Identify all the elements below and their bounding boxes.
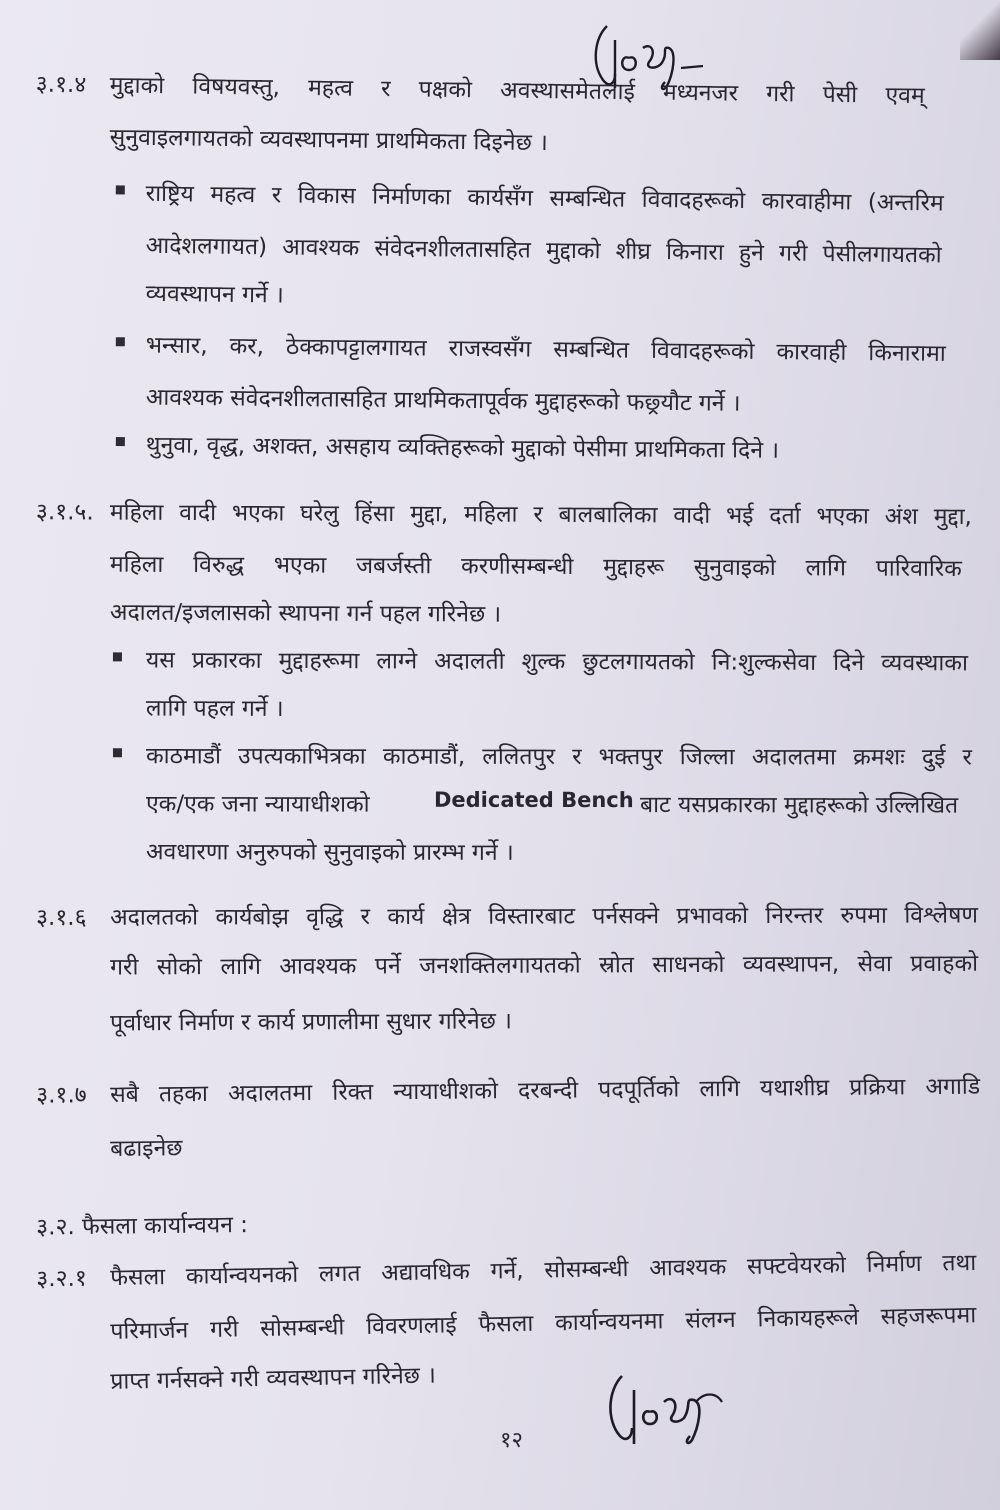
paragraph-line: मुद्दाको विषयवस्तु, महत्व र पक्षको अवस्थासमेतलाई मध्यनजर गरी पेसी एवम् <box>109 72 925 110</box>
bullet-line: आदेशलगायत) आवश्यक संवेदनशीलतासहित मुद्दाको शीघ्र किनारा हुने गरी पेसीलगायतको <box>145 232 942 269</box>
bottom-signature <box>600 1362 740 1452</box>
page-number: १२ <box>500 1428 523 1453</box>
paragraph-line: अदालत/इजलासको स्थापना गर्न पहल गरिनेछ । <box>109 599 502 628</box>
paragraph-line: फैसला कार्यान्वयनको लगत अद्यावधिक गर्ने, सोसम्बन्धी आवश्यक सफ्टवेयरको निर्माण तथा <box>110 1249 977 1292</box>
bullet-line: आवश्यक संवेदनशीलतासहित प्राथमिकतापूर्वक मुद्दाहरूको फछ्र्यौट गर्ने । <box>145 384 741 417</box>
bullet-line: काठमाडौं उपत्यकाभित्रका काठमाडौं, ललितपुर र भक्तपुर जिल्ला अदालतमा क्रमशः दुई र <box>145 743 972 771</box>
bullet-line: राष्ट्रिय महत्व र विकास निर्माणका कार्यसँग सम्बन्धित विवादहरूको कारवाहीमा (अन्तरिम <box>145 180 944 217</box>
bullet-icon <box>116 185 125 194</box>
paragraph-line: महिला वादी भएका घरेलु हिंसा मुद्दा, महिला र बालबालिका वादी भई दर्ता भएका अंश मुद्दा, <box>109 499 972 531</box>
section-number: ३.१.६ <box>36 904 87 931</box>
bullet-line: एक/एक जना न्यायाधीशको <box>145 791 370 818</box>
section-heading: ३.२. फैसला कार्यान्वयन : <box>36 1211 249 1241</box>
paragraph-line: परिमार्जन गरी सोसम्बन्धी विवरणलाई फैसला कार्यान्वयनमा संलग्न निकायहरूले सहजरूपमा <box>110 1302 977 1345</box>
paragraph-line: महिला विरुद्ध भएका जबर्जस्ती करणीसम्बन्धी मुद्दाहरू सुनुवाइको लागि पारिवारिक <box>109 551 962 583</box>
bullet-line: लागि पहल गर्ने । <box>145 695 284 722</box>
section-number: ३.२.१ <box>36 1265 88 1293</box>
bullet-line: अवधारणा अनुरुपको सुनुवाइको प्रारम्भ गर्ने । <box>145 839 514 866</box>
paragraph-line: पूर्वाधार निर्माण र कार्य प्रणालीमा सुधार गरिनेछ । <box>110 1008 512 1037</box>
page-edge-shadow <box>960 0 1000 60</box>
section-number: ३.१.७ <box>36 1082 87 1109</box>
paragraph-line: गरी सोको लागि आवश्यक पर्ने जनशक्तिलगायतको स्रोत साधनको व्यवस्थापन, सेवा प्रवाहको <box>110 950 979 981</box>
bullet-line: यस प्रकारका मुद्दाहरूमा लाग्ने अदालती शुल्क छुटलगायतको नि:शुल्कसेवा दिने व्यवस्थाका <box>145 647 968 677</box>
bullet-line: भन्सार, कर, ठेक्कापट्टालगायत राजस्वसँग सम्बन्धित विवादहरूको कारवाही किनारामा <box>145 332 946 367</box>
bullet-icon <box>113 652 122 661</box>
section-number: ३.१.५. <box>35 499 94 526</box>
paragraph-line: प्राप्त गर्नसक्ने गरी व्यवस्थापन गरिनेछ । <box>110 1362 437 1395</box>
bullet-line: थुनुवा, वृद्ध, अशक्त, असहाय व्यक्तिहरूको मुद्दाको पेसीमा प्राथमिकता दिने । <box>145 432 780 464</box>
paragraph-line: सुनुवाइलगायतको व्यवस्थापनमा प्राथमिकता दिइनेछ । <box>109 124 548 157</box>
bullet-icon <box>116 437 125 446</box>
section-number: ३.१.४ <box>35 71 87 99</box>
bullet-line: बाट यसप्रकारका मुद्दाहरूको उल्लिखित <box>639 792 959 819</box>
paragraph-line: सबै तहका अदालतमा रिक्त न्यायाधीशको दरबन्दी पदपूर्तिको लागि यथाशीघ्र प्रक्रिया अगाडि <box>110 1073 981 1108</box>
paragraph-line: अदालतको कार्यबोझ वृद्धि र कार्य क्षेत्र विस्तारबाट पर्नसक्ने प्रभावको निरन्तर रुपमा विश्लेषण <box>110 902 979 931</box>
bullet-icon <box>113 748 122 757</box>
paragraph-line: बढाइनेछ <box>110 1135 183 1162</box>
dedicated-bench-term: Dedicated Bench <box>433 787 634 813</box>
bullet-line: व्यवस्थापन गर्ने । <box>145 280 284 309</box>
bullet-icon <box>116 337 125 346</box>
